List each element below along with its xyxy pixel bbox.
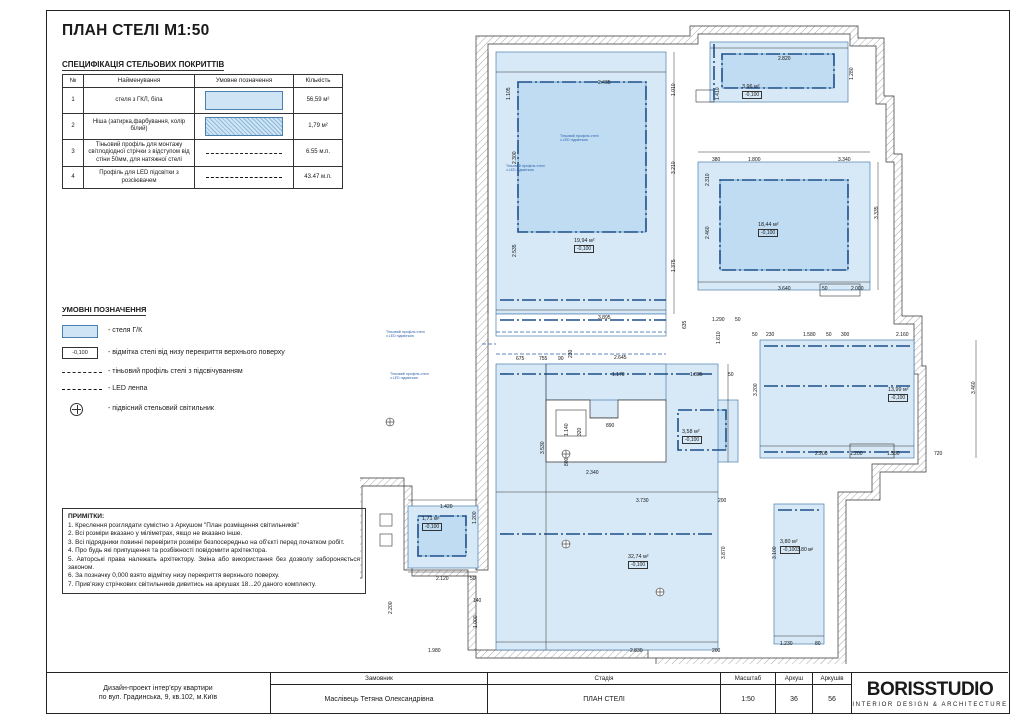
room-area-label: 32,74 м² bbox=[628, 554, 649, 560]
cell-qty: 1,79 м² bbox=[294, 113, 343, 139]
ceiling-swatch-icon bbox=[62, 325, 98, 338]
dimension-label: 1.885 bbox=[690, 372, 703, 378]
dimension-label: 1.980 bbox=[428, 648, 441, 654]
client-value: Маслівець Тетяна Олександрівна bbox=[324, 695, 434, 703]
legend-mark bbox=[62, 403, 108, 416]
dimension-label: 230 bbox=[766, 332, 775, 338]
cell-name: Профіль для LED підсвітки з розсіювачем bbox=[84, 167, 195, 189]
dimension-label: 50 bbox=[735, 317, 741, 323]
dimension-label: 2.120 bbox=[436, 576, 449, 582]
dimension-label: 2.820 bbox=[778, 56, 791, 62]
dimension-label: 1.010 bbox=[671, 83, 677, 96]
col-qty: Кількість bbox=[294, 75, 343, 88]
dimension-label: 200 bbox=[718, 498, 727, 504]
sheets-value: 56 bbox=[828, 695, 836, 703]
dimension-label: 675 bbox=[516, 356, 525, 362]
table-row bbox=[63, 167, 343, 189]
dimension-label: 2.535 bbox=[512, 244, 518, 257]
legend-label: - відмітка стелі від низу перекриття верхнього поверху bbox=[108, 348, 285, 356]
note-item: 3. Всі підрядники повинні перевірити розміри безпосередньо на об'єкті перед початком робіт. bbox=[68, 538, 345, 546]
dimension-label: 2.340 bbox=[586, 470, 599, 476]
dimension-label: 1.800 bbox=[748, 157, 761, 163]
legend-item-led-strip bbox=[62, 385, 362, 393]
legend-label: - підвісний стельовий світильник bbox=[108, 405, 214, 413]
stage-header: Стадія bbox=[488, 673, 720, 685]
note-item: 1. Креслення розглядати сумістно з Аркушом "План розміщення світильників" bbox=[68, 521, 299, 529]
legend-title: УМОВНІ ПОЗНАЧЕННЯ bbox=[62, 305, 147, 314]
dimension-label: 320 bbox=[577, 427, 583, 436]
dimension-label: 200 bbox=[712, 648, 721, 654]
room-elevation-label: -0,100 bbox=[742, 91, 762, 99]
note-item: 2. Всі розміри вказано у міліметрах, якщо не вказано інше. bbox=[68, 530, 243, 538]
stage-value: ПЛАН СТЕЛІ bbox=[583, 695, 625, 703]
dimension-label: 50 bbox=[728, 372, 734, 378]
scale-header: Масштаб bbox=[721, 673, 775, 685]
plan-labels bbox=[360, 14, 1008, 664]
swatch-led-profile bbox=[206, 177, 282, 178]
legend-label: - стеля Г/К bbox=[108, 327, 143, 335]
dashed-line-icon bbox=[62, 372, 102, 373]
note-item: 5. Авторські права належать архітектору. Зміна або використання без дозволу забороняється законом. bbox=[68, 555, 360, 571]
legend bbox=[62, 325, 362, 425]
dimension-label: 1.580 bbox=[803, 332, 816, 338]
dimension-label: 800 bbox=[564, 457, 570, 466]
dimension-label: 1.375 bbox=[671, 259, 677, 272]
room-elevation-label: -0,100 bbox=[682, 436, 702, 444]
table-row bbox=[63, 87, 343, 113]
scale-value: 1:50 bbox=[741, 695, 755, 703]
swatch-solid-ceiling bbox=[205, 91, 283, 110]
room-elevation-label: -0,100 bbox=[628, 561, 648, 569]
cell-qty: 56,59 м² bbox=[294, 87, 343, 113]
dimension-label: 2.000 bbox=[851, 286, 864, 292]
legend-mark bbox=[62, 372, 108, 373]
leader-note: Тіньовий профіль стелі з LED підсвіткою bbox=[506, 164, 545, 173]
dimension-label: 1.350 bbox=[887, 451, 900, 457]
cell-qty: 6.55 м.п. bbox=[294, 139, 343, 167]
dimension-label: 2.465 bbox=[598, 80, 611, 86]
table-header-row bbox=[63, 75, 343, 88]
dimension-label: 2.645 bbox=[614, 355, 627, 361]
dimension-label: 80 bbox=[815, 641, 821, 647]
project-line-1: Дизайн-проект інтер'єру квартири bbox=[103, 684, 213, 692]
ceiling-lamp-icon bbox=[70, 403, 83, 416]
dimension-label: 1.000 bbox=[473, 615, 479, 628]
dimension-label: 3.80 м² bbox=[797, 547, 814, 553]
dimension-label: 230 bbox=[568, 349, 574, 358]
leader-note: Тіньовий профіль стелі з LED підсвіткою bbox=[390, 372, 429, 381]
sheet-header: Аркуш bbox=[776, 673, 812, 685]
dimension-label: 1.200 bbox=[472, 511, 478, 524]
note-item: 4. Про будь які припущення та розбіжності повідомити архітектора. bbox=[68, 547, 268, 555]
dimension-label: 1.290 bbox=[712, 317, 725, 323]
sheet-value: 36 bbox=[790, 695, 798, 703]
legend-label: - LED ленпа bbox=[108, 385, 148, 393]
dimension-label: 3.870 bbox=[721, 546, 727, 559]
dimension-label: 1.280 bbox=[849, 67, 855, 80]
dimension-label: 3.895 bbox=[598, 315, 611, 321]
dimension-label: 1.410 bbox=[715, 87, 721, 100]
room-elevation-label: -0,100 bbox=[780, 546, 800, 554]
dimension-label: 300 bbox=[841, 332, 850, 338]
dimension-label: 3.530 bbox=[540, 441, 546, 454]
dimension-label: 50 bbox=[826, 332, 832, 338]
notes-block bbox=[62, 508, 366, 594]
leader-note: Тіньовий профіль стелі з LED підсвіткою bbox=[560, 134, 599, 143]
dimension-label: 3.335 bbox=[874, 206, 880, 219]
dimension-label: 720 bbox=[934, 451, 943, 457]
room-area-label: 18,44 м² bbox=[758, 222, 779, 228]
studio-logo: BORISSTUDIO bbox=[866, 678, 994, 700]
table-row bbox=[63, 113, 343, 139]
dimension-label: 1.105 bbox=[506, 87, 512, 100]
dimension-label: 1.610 bbox=[716, 331, 722, 344]
cell-num: 3 bbox=[63, 139, 84, 167]
elevation-tag-icon: -0,100 bbox=[62, 347, 98, 359]
dimension-label: 3.340 bbox=[838, 157, 851, 163]
studio-tagline: INTERIOR DESIGN & ARCHITECTURE bbox=[852, 701, 1008, 708]
dimension-label: 3.200 bbox=[753, 383, 759, 396]
dimension-label: 380 bbox=[712, 157, 721, 163]
dimension-label: 3.460 bbox=[971, 381, 977, 394]
cell-symbol bbox=[195, 87, 294, 113]
dimension-label: 755 bbox=[539, 356, 548, 362]
dimension-label: 2.310 bbox=[705, 173, 711, 186]
dimension-label: 1.420 bbox=[440, 504, 453, 510]
dimension-label: 3.210 bbox=[671, 161, 677, 174]
swatch-hatched-niche bbox=[205, 117, 283, 136]
cell-num: 2 bbox=[63, 113, 84, 139]
legend-label: - тіньовий профіль стелі з підсвічуванням bbox=[108, 368, 243, 375]
room-elevation-label: -0,100 bbox=[422, 523, 442, 531]
dimension-label: 635 bbox=[682, 320, 688, 329]
cell-qty: 43.47 м.п. bbox=[294, 167, 343, 189]
cell-name: Тіньовий профіль для монтажу світлодіодної стрічки з відступом від стіни 50мм, для натяжної стелі bbox=[84, 139, 195, 167]
page-title: ПЛАН СТЕЛІ М1:50 bbox=[62, 22, 210, 39]
dimension-label: 1.230 bbox=[780, 641, 793, 647]
legend-mark bbox=[62, 325, 108, 338]
legend-mark bbox=[62, 347, 108, 359]
legend-item-shadow-profile bbox=[62, 368, 362, 376]
room-elevation-label: -0,100 bbox=[758, 229, 778, 237]
note-item: 6. За позначку 0,000 взято відмітку низу перекриття верхнього поверху. bbox=[68, 572, 280, 580]
title-block bbox=[46, 672, 1008, 713]
room-area-label: 19,94 м² bbox=[574, 238, 595, 244]
dimension-label: 2.200 bbox=[815, 451, 828, 457]
project-line-2: по вул. Градинська, 9, кв.102, м.Київ bbox=[98, 694, 218, 701]
dimension-label: 3.640 bbox=[778, 286, 791, 292]
swatch-shadow-profile bbox=[206, 153, 282, 154]
ceiling-plan-drawing bbox=[360, 14, 1008, 664]
dash-dot-line-icon bbox=[62, 389, 102, 390]
dimension-label: 2.300 bbox=[512, 151, 518, 164]
dimension-label: 50 bbox=[822, 286, 828, 292]
legend-mark bbox=[62, 389, 108, 390]
ceiling-spec-table bbox=[62, 74, 343, 189]
table-row bbox=[63, 139, 343, 167]
dimension-label: 140 bbox=[473, 598, 482, 604]
cell-num: 1 bbox=[63, 87, 84, 113]
cell-symbol bbox=[195, 139, 294, 167]
dimension-label: 2.160 bbox=[896, 332, 909, 338]
dimension-label: 2.460 bbox=[705, 226, 711, 239]
legend-item-ceiling bbox=[62, 325, 362, 338]
dimension-label: 3.100 bbox=[772, 546, 778, 559]
cell-symbol bbox=[195, 113, 294, 139]
dimension-label: 2.830 bbox=[630, 648, 643, 654]
room-area-label: 13,99 м² bbox=[888, 387, 909, 393]
dimension-label: 2.200 bbox=[388, 601, 394, 614]
legend-item-pendant-light bbox=[62, 403, 362, 416]
dimension-label: 50 bbox=[752, 332, 758, 338]
notes-title: ПРИМІТКИ: bbox=[68, 513, 105, 520]
spec-table-title: СПЕЦИФІКАЦІЯ СТЕЛЬОВИХ ПОКРИТТІВ bbox=[62, 60, 225, 69]
room-area-label: 1,71 м² bbox=[422, 516, 440, 522]
cell-num: 4 bbox=[63, 167, 84, 189]
leader-note: Тіньовий профіль стелі з LED підсвіткою bbox=[386, 330, 425, 339]
dimension-label: 890 bbox=[606, 423, 615, 429]
dimension-label: 1.200 bbox=[850, 451, 863, 457]
col-symbol: Умовне позначення bbox=[195, 75, 294, 88]
col-num: № bbox=[63, 75, 84, 88]
dimension-label: 3.730 bbox=[636, 498, 649, 504]
sheets-header: Аркушів bbox=[813, 673, 851, 685]
dimension-label: 1.170 bbox=[612, 372, 625, 378]
room-area-label: 3,96 м² bbox=[742, 84, 760, 90]
room-elevation-label: -0,100 bbox=[888, 394, 908, 402]
client-header: Замовник bbox=[271, 673, 487, 685]
room-area-label: 3,80 м² bbox=[780, 539, 798, 545]
cell-symbol bbox=[195, 167, 294, 189]
dimension-label: 90 bbox=[558, 356, 564, 362]
legend-item-elevation bbox=[62, 347, 362, 359]
col-name: Найменування bbox=[84, 75, 195, 88]
room-elevation-label: -0,100 bbox=[574, 245, 594, 253]
cell-name: Ніша (затирка,фарбування, колір білий) bbox=[84, 113, 195, 139]
note-item: 7. Прив'язку стрічкових світильників дивитись на аркушах 18...20 даного комплекту. bbox=[68, 580, 317, 588]
room-area-label: 3,58 м² bbox=[682, 429, 700, 435]
dimension-label: 50 bbox=[470, 576, 476, 582]
dimension-label: 1.140 bbox=[564, 423, 570, 436]
cell-name: стеля з ГКЛ, біла bbox=[84, 87, 195, 113]
